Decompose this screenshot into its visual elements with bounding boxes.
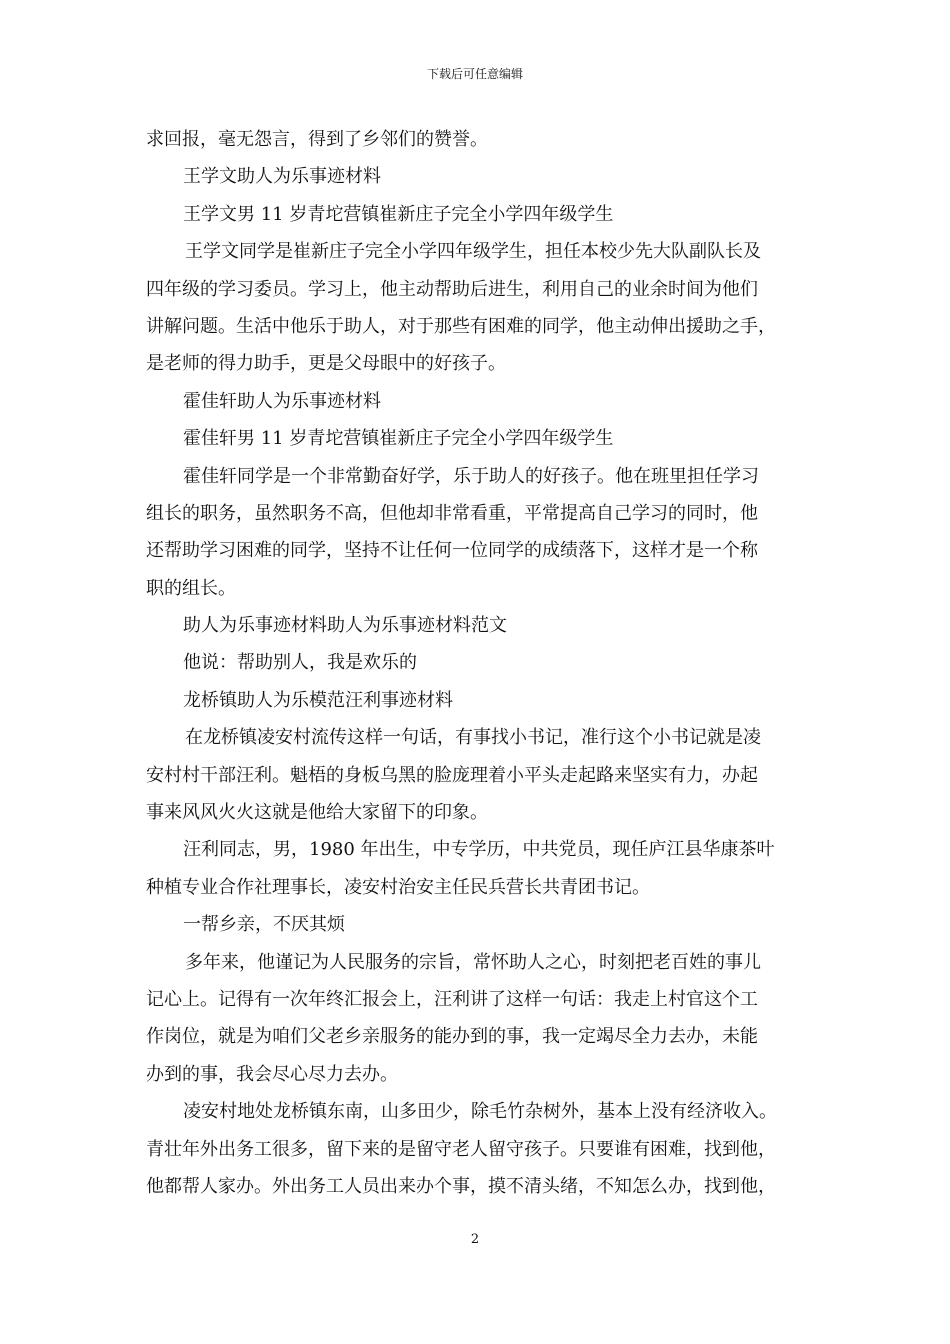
text-line: 霍佳轩助人为乐事迹材料	[183, 390, 381, 412]
text-line: 助人为乐事迹材料助人为乐事迹材料范文	[183, 615, 507, 637]
text-line: 作岗位，就是为咱们父老乡亲服务的能办到的事，我一定竭尽全力去办，未能	[146, 1026, 758, 1048]
page-header: 下载后可任意编辑	[426, 67, 523, 81]
text-line: 王学文男 11 岁青坨营镇崔新庄子完全小学四年级学生	[183, 203, 614, 225]
text-line: 安村村干部汪利。魁梧的身板乌黑的脸庞理着小平头走起路来坚实有力，办起	[146, 764, 758, 786]
text-line: 青壮年外出务工很多，留下来的是留守老人留守孩子。只要谁有困难，找到他，	[146, 1138, 776, 1160]
text-line: 龙桥镇助人为乐模范汪利事迹材料	[183, 689, 453, 711]
text-line: 四年级的学习委员。学习上，他主动帮助后进生，利用自己的业余时间为他们	[146, 278, 758, 300]
text-line: 事来风风火火这就是他给大家留下的印象。	[146, 802, 488, 824]
text-line: 组长的职务，虽然职务不高，但他却非常看重，平常提高自己学习的同时，他	[146, 502, 758, 524]
text-line: 讲解问题。生活中他乐于助人，对于那些有困难的同学，他主动伸出援助之手，	[146, 315, 776, 337]
text-line: 凌安村地处龙桥镇东南，山多田少，除毛竹杂树外，基本上没有经济收入。	[183, 1101, 777, 1123]
text-line: 还帮助学习困难的同学，坚持不让任何一位同学的成绩落下，这样才是一个称	[146, 540, 758, 562]
text-line: 在龙桥镇凌安村流传这样一句话，有事找小书记，准行这个小书记就是凌	[185, 727, 761, 749]
text-line: 职的组长。	[146, 577, 236, 599]
text-line: 他说：帮助别人，我是欢乐的	[183, 652, 417, 674]
text-line: 多年来，他谨记为人民服务的宗旨，常怀助人之心，时刻把老百姓的事儿	[185, 951, 761, 973]
text-line: 办到的事，我会尽心尽力去办。	[146, 1063, 398, 1085]
page-number: 2	[470, 1232, 480, 1247]
text-line: 求回报，毫无怨言，得到了乡邻们的赞誉。	[146, 129, 488, 150]
document-body	[146, 121, 806, 1205]
text-line: 王学文助人为乐事迹材料	[183, 166, 381, 188]
text-line: 王学文同学是崔新庄子完全小学四年级学生，担任本校少先大队副队长及	[185, 241, 761, 263]
text-line: 汪利同志，男，1980 年出生，中专学历，中共党员，现任庐江县华康茶叶	[183, 839, 775, 861]
text-line: 他都帮人家办。外出务工人员出来办个事，摸不清头绪，不知怎么办，找到他，	[146, 1175, 776, 1197]
text-line: 种植专业合作社理事长，凌安村治安主任民兵营长共青团书记。	[146, 876, 650, 898]
text-line: 一帮乡亲，不厌其烦	[183, 914, 345, 936]
text-line: 是老师的得力助手，更是父母眼中的好孩子。	[146, 353, 506, 375]
text-line: 霍佳轩同学是一个非常勤奋好学，乐于助人的好孩子。他在班里担任学习	[183, 465, 759, 487]
text-line: 霍佳轩男 11 岁青坨营镇崔新庄子完全小学四年级学生	[183, 428, 614, 450]
text-line: 记心上。记得有一次年终汇报会上，汪利讲了这样一句话：我走上村官这个工	[146, 988, 758, 1010]
